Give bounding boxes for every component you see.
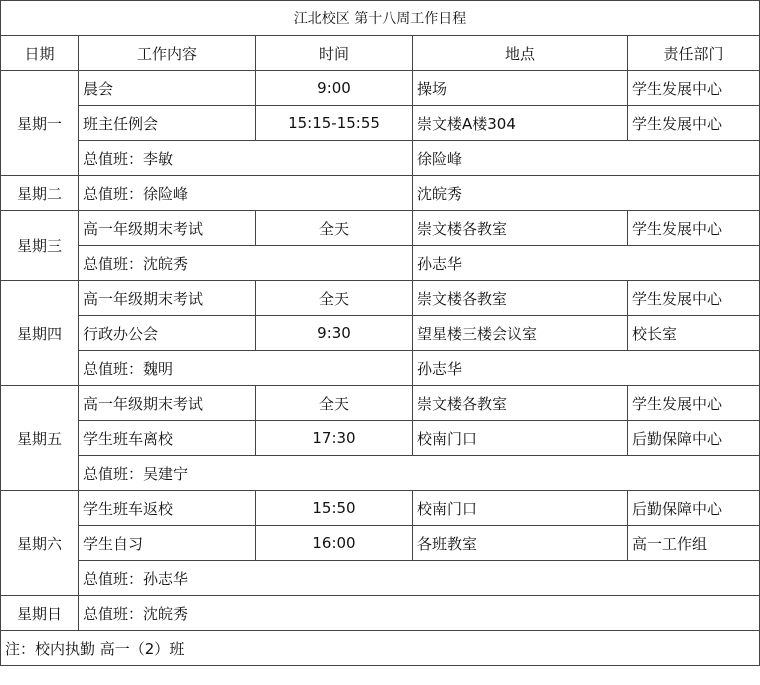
work-time: 全天 (256, 281, 413, 316)
day-label-tue: 星期二 (1, 176, 79, 211)
work-place: 崇文楼A楼304 (413, 106, 628, 141)
work-dept: 学生发展中心 (628, 211, 760, 246)
duty-second: 孙志华 (413, 351, 760, 386)
title-row (1, 1, 760, 36)
day-label-wed: 星期三 (1, 211, 79, 281)
day-label-mon: 星期一 (1, 71, 79, 176)
table-row (1, 281, 760, 316)
work-place: 操场 (413, 71, 628, 106)
header-time: 时间 (256, 36, 413, 71)
header-content: 工作内容 (79, 36, 256, 71)
duty-second: 徐险峰 (413, 141, 760, 176)
duty-row (1, 561, 760, 596)
work-content: 晨会 (79, 71, 256, 106)
duty-main: 总值班：沈皖秀 (79, 596, 760, 631)
work-content: 学生班车离校 (79, 421, 256, 456)
day-label-sun: 星期日 (1, 596, 79, 631)
work-time: 15:15-15:55 (256, 106, 413, 141)
table-row (1, 211, 760, 246)
duty-main: 总值班：孙志华 (79, 561, 760, 596)
header-date: 日期 (1, 36, 79, 71)
table-row (1, 386, 760, 421)
work-content: 高一年级期末考试 (79, 281, 256, 316)
duty-main: 总值班：沈皖秀 (79, 246, 413, 281)
table-row (1, 71, 760, 106)
header-place: 地点 (413, 36, 628, 71)
work-dept: 后勤保障中心 (628, 491, 760, 526)
work-content: 高一年级期末考试 (79, 211, 256, 246)
header-dept: 责任部门 (628, 36, 760, 71)
work-time: 9:30 (256, 316, 413, 351)
header-row (1, 36, 760, 71)
note-row (1, 631, 760, 666)
duty-main: 总值班：魏明 (79, 351, 413, 386)
work-dept: 高一工作组 (628, 526, 760, 561)
duty-row (1, 351, 760, 386)
work-dept: 学生发展中心 (628, 71, 760, 106)
duty-second: 沈皖秀 (413, 176, 760, 211)
table-row (1, 421, 760, 456)
work-place: 崇文楼各教室 (413, 386, 628, 421)
duty-row (1, 596, 760, 631)
work-place: 崇文楼各教室 (413, 211, 628, 246)
duty-main: 总值班：徐险峰 (79, 176, 413, 211)
work-time: 全天 (256, 386, 413, 421)
work-dept: 学生发展中心 (628, 106, 760, 141)
work-time: 17:30 (256, 421, 413, 456)
table-row (1, 316, 760, 351)
duty-second: 孙志华 (413, 246, 760, 281)
work-content: 高一年级期末考试 (79, 386, 256, 421)
page-title: 江北校区 第十八周工作日程 (1, 1, 760, 36)
work-content: 班主任例会 (79, 106, 256, 141)
table-row (1, 106, 760, 141)
work-time: 9:00 (256, 71, 413, 106)
work-dept: 学生发展中心 (628, 386, 760, 421)
table-row (1, 491, 760, 526)
work-place: 校南门口 (413, 421, 628, 456)
footnote: 注：校内执勤 高一（2）班 (1, 631, 760, 666)
work-place: 望星楼三楼会议室 (413, 316, 628, 351)
work-dept: 后勤保障中心 (628, 421, 760, 456)
duty-row (1, 176, 760, 211)
duty-row (1, 456, 760, 491)
day-label-fri: 星期五 (1, 386, 79, 491)
duty-row (1, 141, 760, 176)
duty-main: 总值班：吴建宁 (79, 456, 760, 491)
day-label-thu: 星期四 (1, 281, 79, 386)
work-dept: 校长室 (628, 316, 760, 351)
work-dept: 学生发展中心 (628, 281, 760, 316)
work-time: 16:00 (256, 526, 413, 561)
table-row (1, 526, 760, 561)
work-place: 校南门口 (413, 491, 628, 526)
day-label-sat: 星期六 (1, 491, 79, 596)
duty-row (1, 246, 760, 281)
work-content: 行政办公会 (79, 316, 256, 351)
duty-main: 总值班：李敏 (79, 141, 413, 176)
work-content: 学生班车返校 (79, 491, 256, 526)
work-time: 15:50 (256, 491, 413, 526)
work-content: 学生自习 (79, 526, 256, 561)
work-time: 全天 (256, 211, 413, 246)
work-place: 各班教室 (413, 526, 628, 561)
work-place: 崇文楼各教室 (413, 281, 628, 316)
